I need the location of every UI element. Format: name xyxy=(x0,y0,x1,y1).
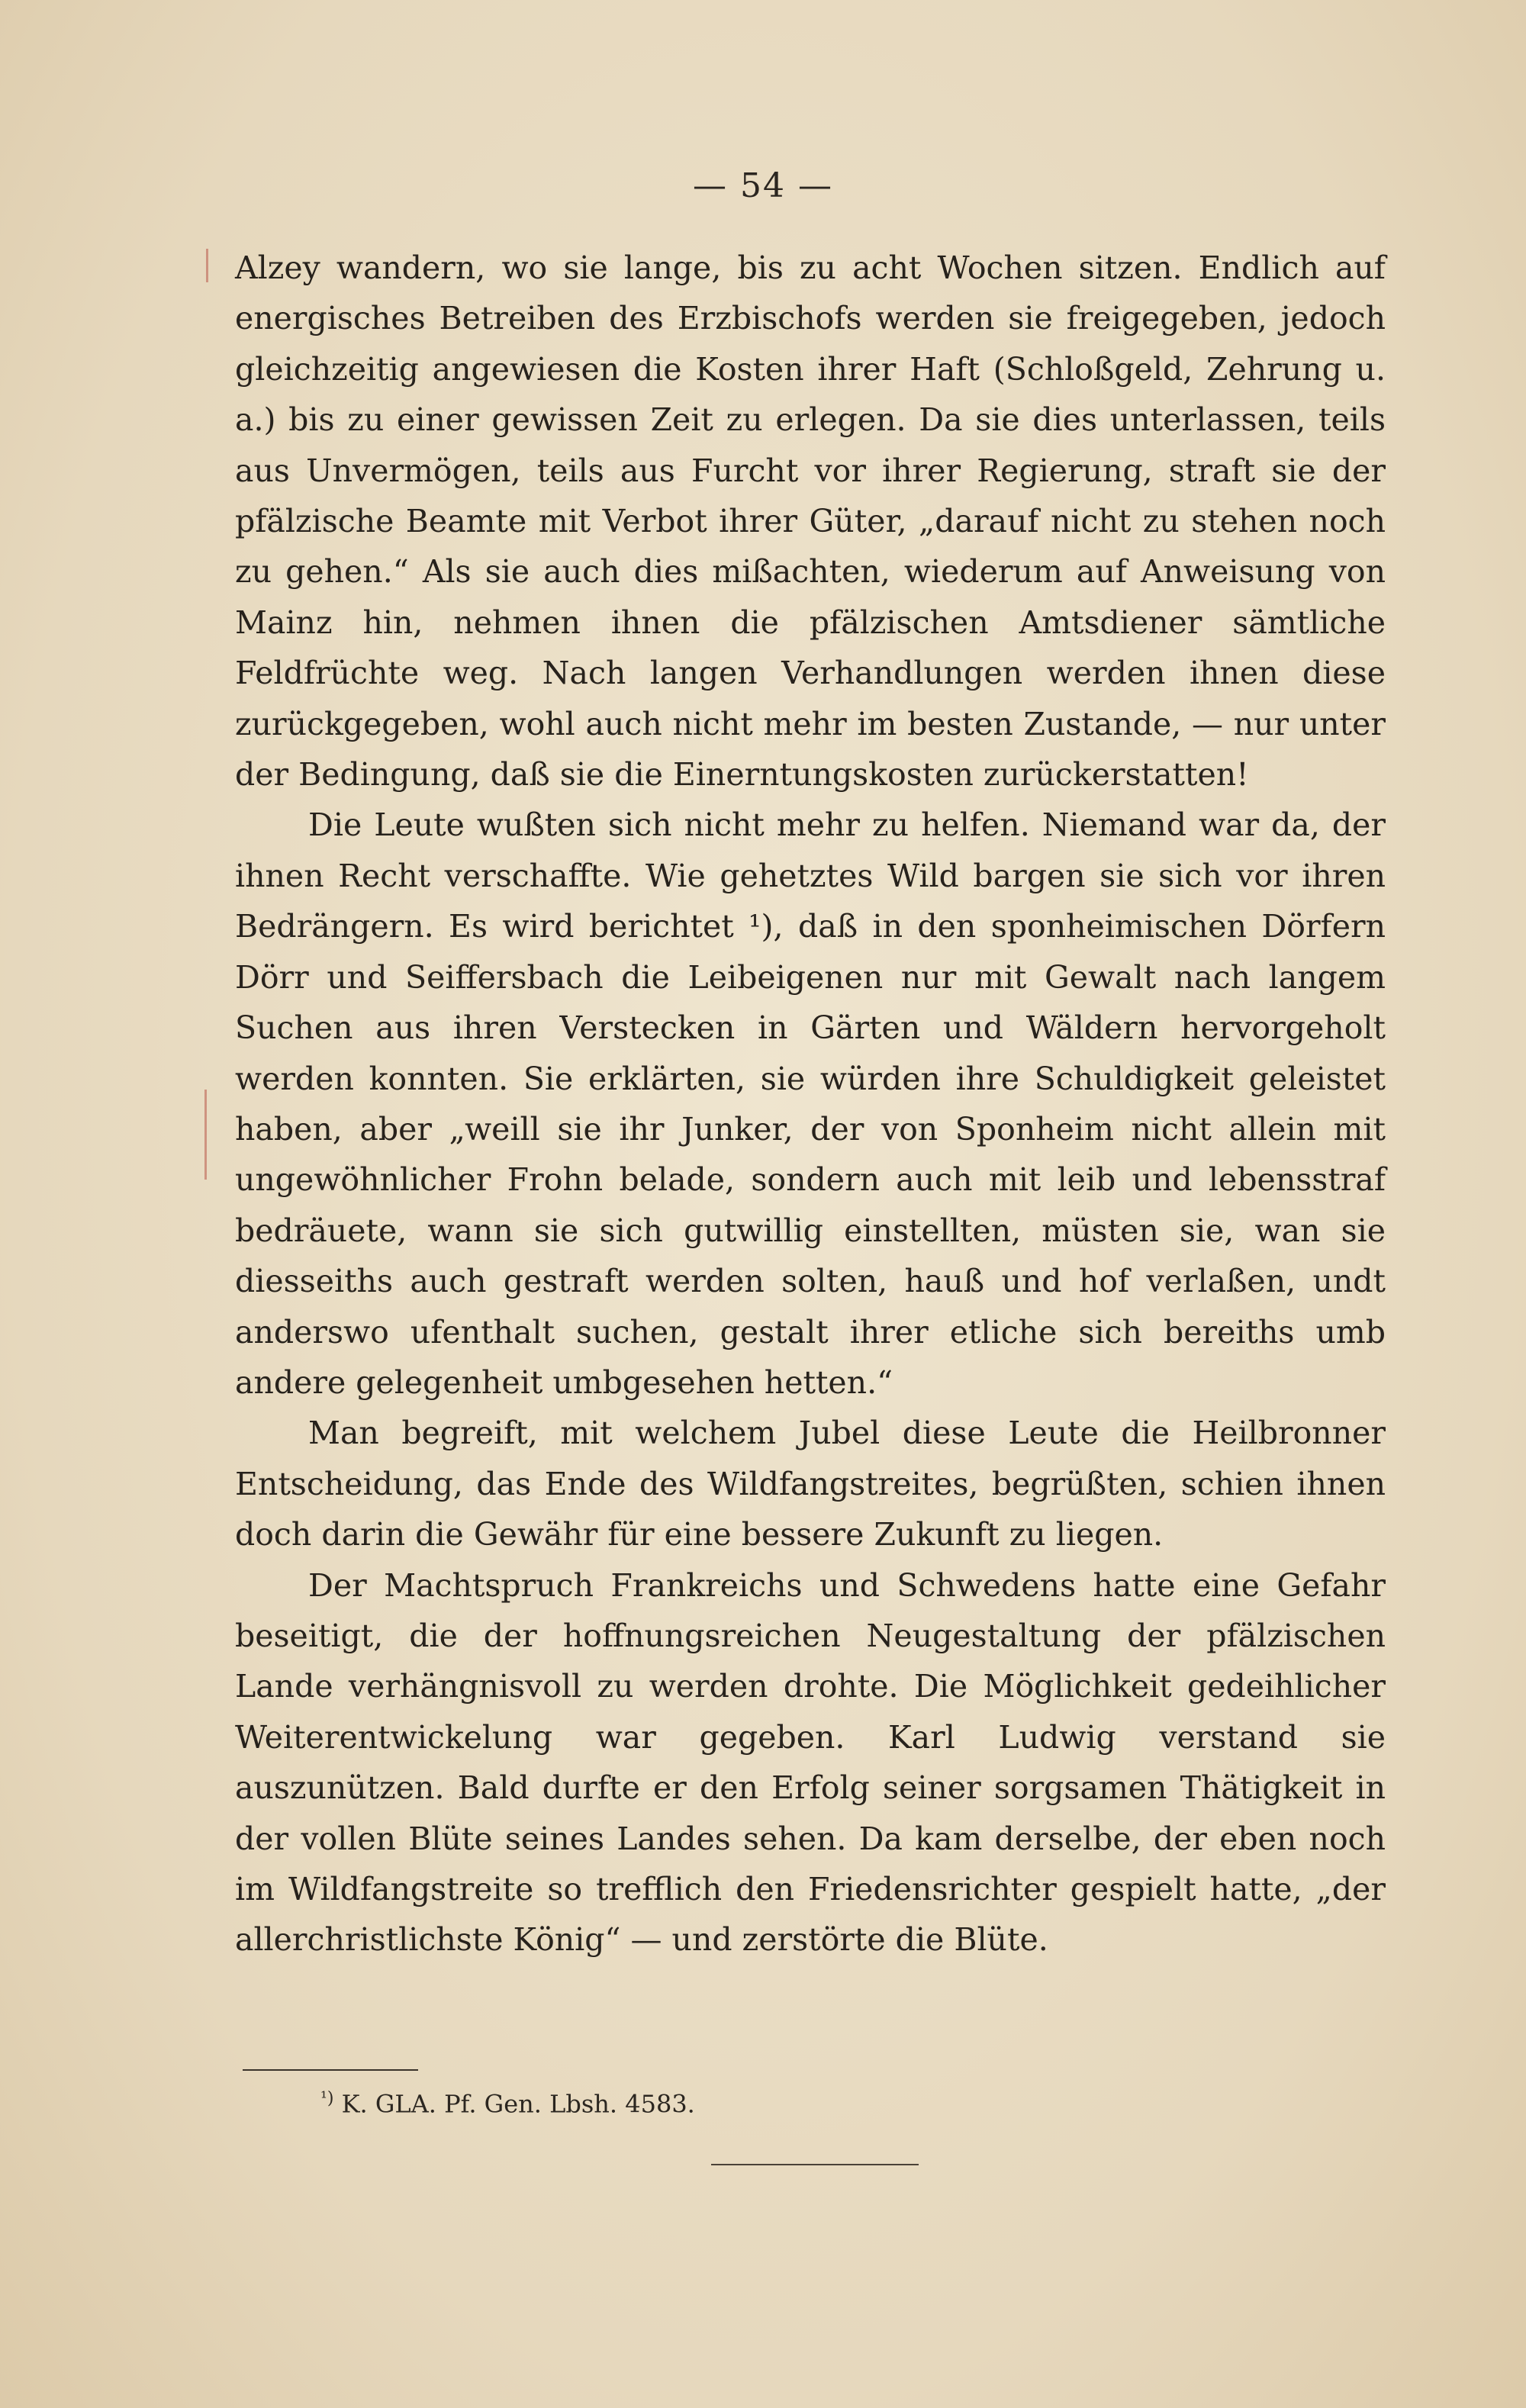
footnote-marker: ¹) xyxy=(320,2089,334,2108)
page-end-rule xyxy=(711,2164,919,2165)
paragraph-1: Alzey wandern, wo sie lange, bis zu acht Wochen sitzen. Endlich auf energisches Betreiben des Erzbischofs werden sie freigegeben, jedoch gleichzeitig angewiesen die Kosten ihrer Haft (Schloßgeld, Zehrung u. a.) bis zu einer gewissen Zeit zu erlegen. Da sie dies unterlassen, teils aus Unvermögen, teils aus Furcht vor ihrer Regierung, straft sie der pfälzische Beamte mit Verbot ihrer Güter, „darauf nicht zu stehen noch zu gehen.“ Als sie auch dies mißachten, wiederum auf Anweisung von Mainz hin, nehmen ihnen die pfälzischen Amtsdiener sämtliche Feldfrüchte weg. Nach langen Verhandlungen werden ihnen diese zurückgegeben, wohl auch nicht mehr im besten Zustande, — nur unter der Bedingung, daß sie die Einerntungskosten zurückerstatten! xyxy=(235,249,1386,794)
page-number: — 54 — xyxy=(693,166,833,205)
paragraph-4: Der Machtspruch Frankreichs und Schwedens hatte eine Gefahr beseitigt, die der hoffnungsreichen Neugestaltung der pfälzischen Lande verhängnisvoll zu werden drohte. Die Möglichkeit gedeihlicher Weiterentwickelung war gegeben. Karl Ludwig verstand sie auszunützen. Bald durfte er den Erfolg seiner sorgsamen Thätigkeit in der vollen Blüte seines Landes sehen. Da kam derselbe, der eben noch im Wildfangstreite so trefflich den Friedensrichter gespielt hatte, „der allerchristlichste König“ — und zerstörte die Blüte. xyxy=(235,1566,1386,1959)
paragraph-2: Die Leute wußten sich nicht mehr zu helfen. Niemand war da, der ihnen Recht verschaffte. Wie gehetztes Wild bargen sie sich vor ihren Bedrängern. Es wird berichtet ¹), daß in den sponheimischen Dörfern Dörr und Seiffersbach die Leibeigenen nur mit Gewalt nach langem Suchen aus ihren Verstecken in Gärten und Wäldern hervorgeholt werden konnten. Sie erklärten, sie würden ihre Schuldigkeit geleistet haben, aber „weill sie ihr Junker, der von Sponheim nicht allein mit ungewöhnlicher Frohn belade, sondern auch mit leib und lebensstraf bedräuete, wann sie sich gutwillig einstellten, müsten sie, wan sie diesseiths auch gestraft werden solten, hauß und hof verlaßen, undt anderswo ufenthalt suchen, gestalt ihrer etliche sich bereiths umb andere gelegenheit umbgesehen hetten.“ xyxy=(235,806,1386,1401)
margin-pencil-mark xyxy=(204,1090,207,1180)
body-text xyxy=(235,243,1386,1965)
margin-pencil-mark xyxy=(206,249,208,282)
paragraph-3: Man begreift, mit welchem Jubel diese Leute die Heilbronner Entscheidung, das Ende des Wildfangstreites, begrüßten, schien ihnen doch darin die Gewähr für eine bessere Zukunft zu liegen. xyxy=(235,1415,1386,1553)
footnote-text: K. GLA. Pf. Gen. Lbsh. 4583. xyxy=(341,2089,695,2119)
footnote xyxy=(320,2089,695,2119)
footnote-divider xyxy=(243,2069,418,2071)
